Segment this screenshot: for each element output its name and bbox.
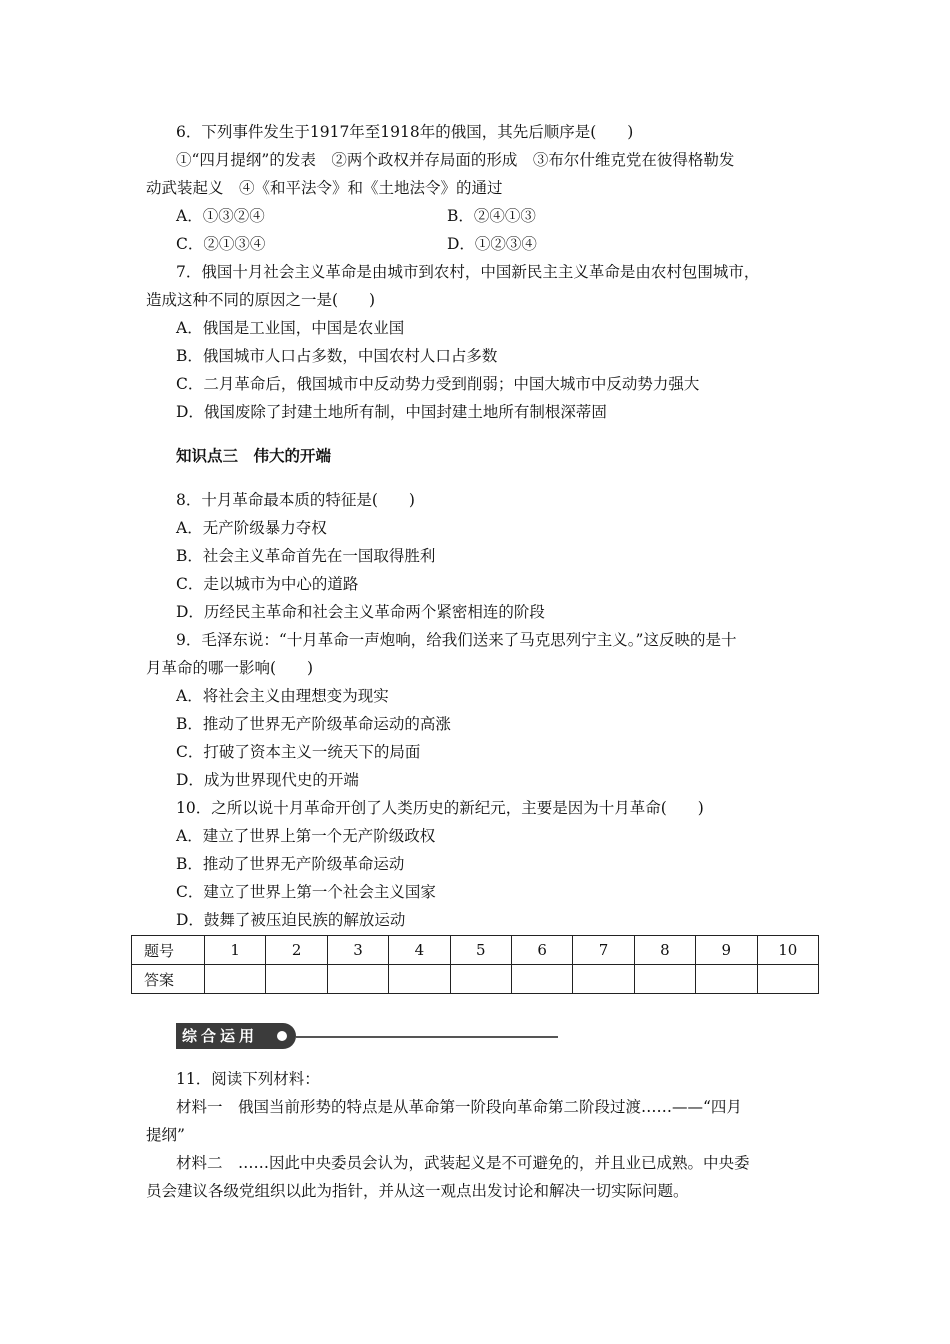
q10-option-a: A．建立了世界上第一个无产阶级政权 [176,827,436,845]
q11-material2-line2: 员会建议各级党组织以此为指针，并从这一观点出发讨论和解决一切实际问题。 [146,1182,689,1200]
q6-option-b: B．②④①③ [447,207,536,225]
q6-option-c: C．②①③④ [176,235,266,253]
q8-option-b: B．社会主义革命首先在一国取得胜利 [176,547,436,565]
q10-option-b: B．推动了世界无产阶级革命运动 [176,855,405,873]
section-heading: 知识点三 伟大的开端 [176,446,332,465]
q11-stem: 11．阅读下列材料： [176,1070,320,1088]
q6-items-line2: 动武装起义 ④《和平法令》和《土地法令》的通过 [146,179,503,197]
answer-cell [696,965,757,994]
q11-material1-line2: 提纲” [146,1126,185,1144]
answer-cell [757,965,818,994]
question-number-cell: 4 [389,936,450,965]
q9-option-d: D．成为世界现代史的开端 [176,771,359,789]
q10-option-c: C．建立了世界上第一个社会主义国家 [176,883,436,901]
question-number-cell: 9 [696,936,757,965]
q7-stem-line2: 造成这种不同的原因之一是( ) [146,291,376,309]
q7-option-b: B．俄国城市人口占多数，中国农村人口占多数 [176,347,498,365]
banner-dot-icon [277,1031,287,1041]
q11-material1-line1: 材料一 俄国当前形势的特点是从革命第一阶段向革命第二阶段过渡……——“四月 [176,1098,742,1116]
q6-stem: 6．下列事件发生于1917年至1918年的俄国，其先后顺序是( ) [176,123,634,141]
question-number-cell: 5 [450,936,511,965]
q9-option-b: B．推动了世界无产阶级革命运动的高涨 [176,715,451,733]
banner-label: 综合运用 [182,1027,259,1045]
banner-box [176,1023,296,1049]
q7-option-d: D．俄国废除了封建土地所有制，中国封建土地所有制根深蒂固 [176,403,607,421]
q6-items-line1: ①“四月提纲”的发表 ②两个政权并存局面的形成 ③布尔什维克党在彼得格勒发 [176,151,735,169]
question-number-cell: 8 [634,936,695,965]
answer-cell [327,965,388,994]
q7-stem-line1: 7．俄国十月社会主义革命是由城市到农村，中国新民主主义革命是由农村包围城市， [176,263,760,281]
question-number-label: 题号 [132,936,205,965]
q8-option-d: D．历经民主革命和社会主义革命两个紧密相连的阶段 [176,603,545,621]
q6-option-d: D．①②③④ [447,235,537,253]
banner-rule [296,1036,558,1038]
q9-stem-line2: 月革命的哪一影响( ) [146,659,314,677]
answer-cell [573,965,634,994]
answer-cell [205,965,266,994]
q7-option-a: A．俄国是工业国，中国是农业国 [176,319,405,337]
q9-option-c: C．打破了资本主义一统天下的局面 [176,743,421,761]
q9-option-a: A．将社会主义由理想变为现实 [176,687,389,705]
q9-stem-line1: 9．毛泽东说：“十月革命一声炮响，给我们送来了马克思列宁主义。”这反映的是十 [176,631,737,649]
q8-stem: 8．十月革命最本质的特征是( ) [176,491,415,509]
answer-cell [511,965,572,994]
answer-table-answer-row [132,965,819,994]
answer-cell [266,965,327,994]
question-number-cell: 6 [511,936,572,965]
question-number-cell: 7 [573,936,634,965]
question-number-cell: 1 [205,936,266,965]
answer-table-header-row [132,936,819,965]
answer-cell [450,965,511,994]
answer-cell [634,965,695,994]
q7-option-c: C．二月革命后，俄国城市中反动势力受到削弱；中国大城市中反动势力强大 [176,375,700,393]
answer-label: 答案 [132,965,205,994]
question-number-cell: 3 [327,936,388,965]
answer-table [131,935,819,994]
q10-option-d: D．鼓舞了被压迫民族的解放运动 [176,911,406,929]
q8-option-c: C．走以城市为中心的道路 [176,575,359,593]
q6-option-a: A．①③②④ [176,207,265,225]
question-number-cell: 2 [266,936,327,965]
q10-stem: 10．之所以说十月革命开创了人类历史的新纪元，主要是因为十月革命( ) [176,799,704,817]
q11-material2-line1: 材料二 ……因此中央委员会认为，武装起义是不可避免的，并且业已成熟。中央委 [176,1154,750,1172]
comprehensive-banner [176,1023,558,1049]
answer-cell [389,965,450,994]
question-number-cell: 10 [757,936,818,965]
q8-option-a: A．无产阶级暴力夺权 [176,519,327,537]
